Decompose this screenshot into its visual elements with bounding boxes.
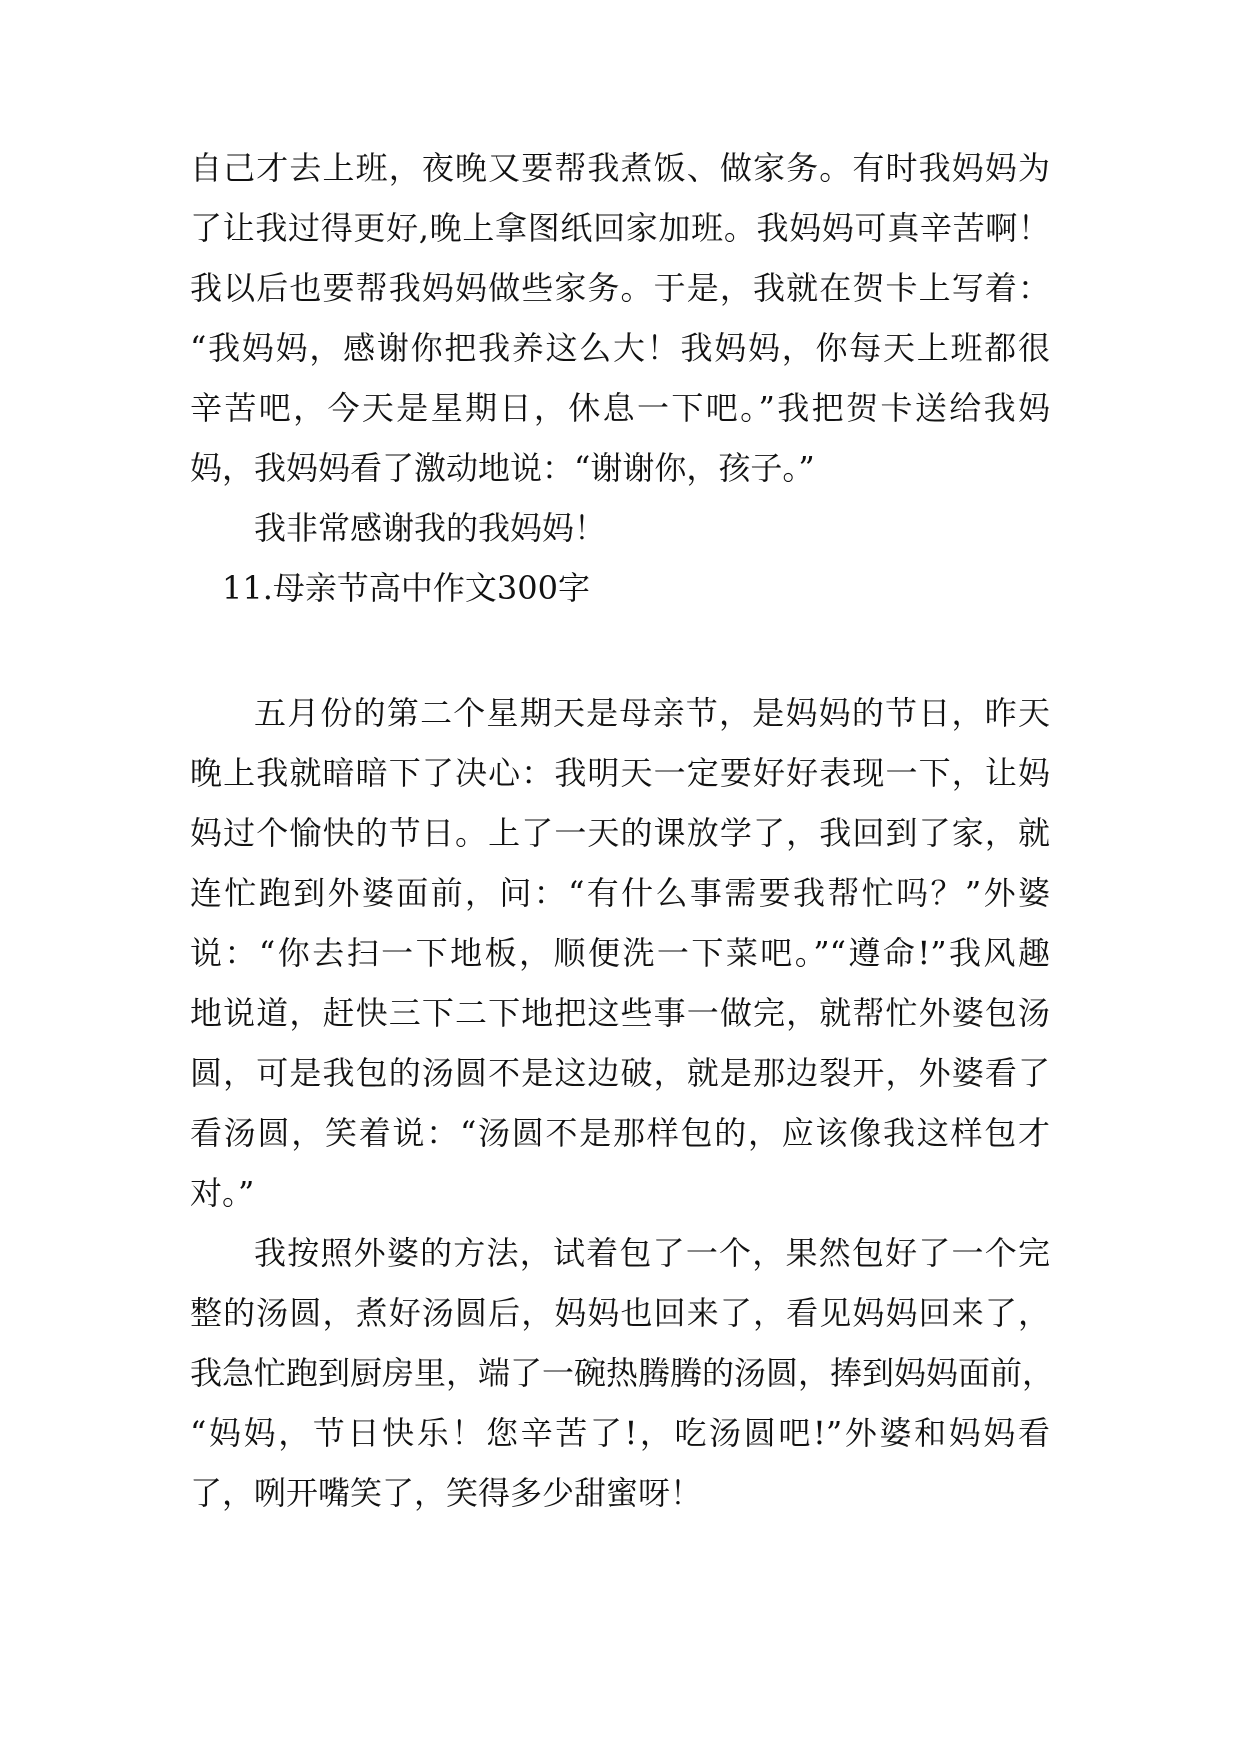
paragraph-3-line-8: 看汤圆，笑着说：“汤圆不是那样包的，应该像我这样包才: [190, 1114, 1050, 1152]
paragraph-4-line-5: 了，咧开嘴笑了，笑得多少甜蜜呀！: [190, 1474, 703, 1512]
paragraph-3-line-9: 对。”: [190, 1174, 255, 1212]
paragraph-3-line-4: 连忙跑到外婆面前，问：“有什么事需要我帮忙吗？”外婆: [190, 874, 1050, 912]
paragraph-1-line-4: “我妈妈，感谢你把我养这么大！我妈妈，你每天上班都很: [190, 329, 1050, 367]
paragraph-3-line-1: 五月份的第二个星期天是母亲节，是妈妈的节日，昨天: [254, 694, 1050, 732]
paragraph-3-line-3: 妈过个愉快的节日。上了一天的课放学了，我回到了家，就: [190, 814, 1050, 852]
paragraph-4-line-4: “妈妈，节日快乐！您辛苦了!，吃汤圆吧!”外婆和妈妈看: [190, 1414, 1050, 1452]
paragraph-1-line-3: 我以后也要帮我妈妈做些家务。于是，我就在贺卡上写着：: [190, 269, 1050, 307]
paragraph-3-line-5: 说：“你去扫一下地板，顺便洗一下菜吧。”“遵命!”我风趣: [190, 934, 1050, 972]
paragraph-1-line-2: 了让我过得更好,晚上拿图纸回家加班。我妈妈可真辛苦啊！: [190, 209, 1050, 247]
paragraph-4-line-1: 我按照外婆的方法，试着包了一个，果然包好了一个完: [254, 1234, 1050, 1272]
paragraph-1-line-6: 妈，我妈妈看了激动地说：“谢谢你，孩子。”: [190, 449, 815, 487]
paragraph-1-line-1: 自己才去上班，夜晚又要帮我煮饭、做家务。有时我妈妈为: [190, 149, 1050, 187]
paragraph-3-line-7: 圆，可是我包的汤圆不是这边破，就是那边裂开，外婆看了: [190, 1054, 1050, 1092]
paragraph-3-line-2: 晚上我就暗暗下了决心：我明天一定要好好表现一下，让妈: [190, 754, 1050, 792]
paragraph-2-line-1: 我非常感谢我的我妈妈！: [254, 509, 607, 547]
paragraph-4-line-3: 我急忙跑到厨房里，端了一碗热腾腾的汤圆，捧到妈妈面前，: [190, 1354, 1055, 1392]
paragraph-4-line-2: 整的汤圆，煮好汤圆后，妈妈也回来了，看见妈妈回来了，: [190, 1294, 1050, 1332]
paragraph-1-line-5: 辛苦吧，今天是星期日，休息一下吧。”我把贺卡送给我妈: [190, 389, 1050, 427]
paragraph-3-line-6: 地说道，赶快三下二下地把这些事一做完，就帮忙外婆包汤: [190, 994, 1050, 1032]
section-heading: 11.母亲节高中作文300字: [222, 569, 590, 607]
